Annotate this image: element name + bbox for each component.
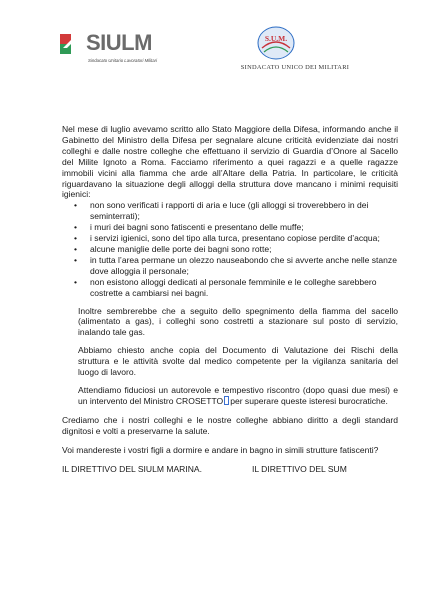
letter-body xyxy=(62,124,398,475)
siulm-wordmark: SIULM xyxy=(86,30,152,55)
list-item-text: alcune maniglie delle porte dei bagni sono rotte; xyxy=(90,243,272,254)
list-item xyxy=(62,244,398,255)
signature-line xyxy=(62,464,398,475)
sum-emblem-icon xyxy=(256,26,296,60)
list-item xyxy=(62,233,398,244)
list-item xyxy=(62,277,398,299)
risk-document-paragraph: Abbiamo chiesto anche copia del Documento di Valutazione dei Rischi della struttura e le attività svolte dal medico competente per la vigilanza sanitaria del luogo di lavoro. xyxy=(78,345,398,378)
bullet-icon: • xyxy=(74,233,77,244)
gas-paragraph: Inoltre sembrerebbe che a seguito dello spegnimento della fiamma del sacello (alimentato a gas), i colleghi sono costretti a stazionare sul posto di servizio, inalando tale gas. xyxy=(78,305,398,338)
list-item xyxy=(62,222,398,233)
rights-paragraph: Crediamo che i nostri colleghi e le nostre colleghe abbiano diritto a degli standard dignitosi e volti a preservarne la salute. xyxy=(62,414,398,436)
question-paragraph: Voi mandereste i vostri figli a dormire e andare in bagno in simili strutture fatiscenti? xyxy=(62,444,379,455)
intro-paragraph: Nel mese di luglio avevamo scritto allo Stato Maggiore della Difesa, informando anche il Gabinetto del Ministro della Difesa per segnalare alcune criticità evidenziate dai nostri colleghi e dalle nostre colleghe che effettuano il servizio di Guardia d’Onore al Sacello del Milite Ignoto a Roma. Facciamo riferimento a quei ragazzi e a quelle ragazze immobili vicini alla fiamma che arde all’Altare della Patria. In particolare, le criticità riguardavano la situazione degli alloggi della struttura dove mancano i minimi requisiti igienici: xyxy=(62,124,398,200)
awaiting-reply-text-b: per superare queste isteresi burocratiche. xyxy=(230,395,388,406)
awaiting-reply-text-a: Attendiamo fiduciosi un autorevole e tempestivo riscontro (dopo quasi due mesi) e un intervento del Ministro CROSETTO xyxy=(78,384,398,406)
signature-siulm: IL DIRETTIVO DEL SIULM MARINA. xyxy=(62,464,202,475)
list-item xyxy=(62,200,398,222)
bullet-icon: • xyxy=(74,276,77,287)
signature-sum: IL DIRETTIVO DEL SUM xyxy=(252,464,347,475)
list-item-text: i servizi igienici, sono del tipo alla turca, presentano copiose perdite d’acqua; xyxy=(90,233,380,244)
siulm-logo xyxy=(60,30,172,72)
issues-list xyxy=(62,200,398,298)
sum-caption: SINDACATO UNICO DEI MILITARI xyxy=(240,64,350,71)
list-item-text: in tutta l’area permane un olezzo nauseabondo che si avverte anche nelle stanze dove alloggia il personale; xyxy=(90,254,397,276)
list-item-text: non sono verificati i rapporti di aria e luce (gli alloggi si troverebbero in dei seminterrati); xyxy=(90,200,369,222)
list-item-text: i muri dei bagni sono fatiscenti e presentano delle muffe; xyxy=(90,222,304,233)
bullet-icon: • xyxy=(74,254,77,265)
bullet-icon: • xyxy=(74,200,77,211)
bullet-icon: • xyxy=(74,222,77,233)
awaiting-reply-paragraph xyxy=(78,385,398,407)
siulm-subtitle: Sindacato Unitario Lavoratori Militari xyxy=(88,58,158,63)
list-item xyxy=(62,255,398,277)
sum-logo xyxy=(220,26,370,82)
list-item-text: non esistono alloggi dedicati al personale femminile e le colleghe sarebbero costrette a cambiarsi nei bagni. xyxy=(90,276,377,298)
siulm-emblem-icon xyxy=(60,34,84,54)
sum-emblem-text: S.U.M. xyxy=(264,34,288,43)
text-cursor-icon xyxy=(224,396,229,405)
bullet-icon: • xyxy=(74,243,77,254)
